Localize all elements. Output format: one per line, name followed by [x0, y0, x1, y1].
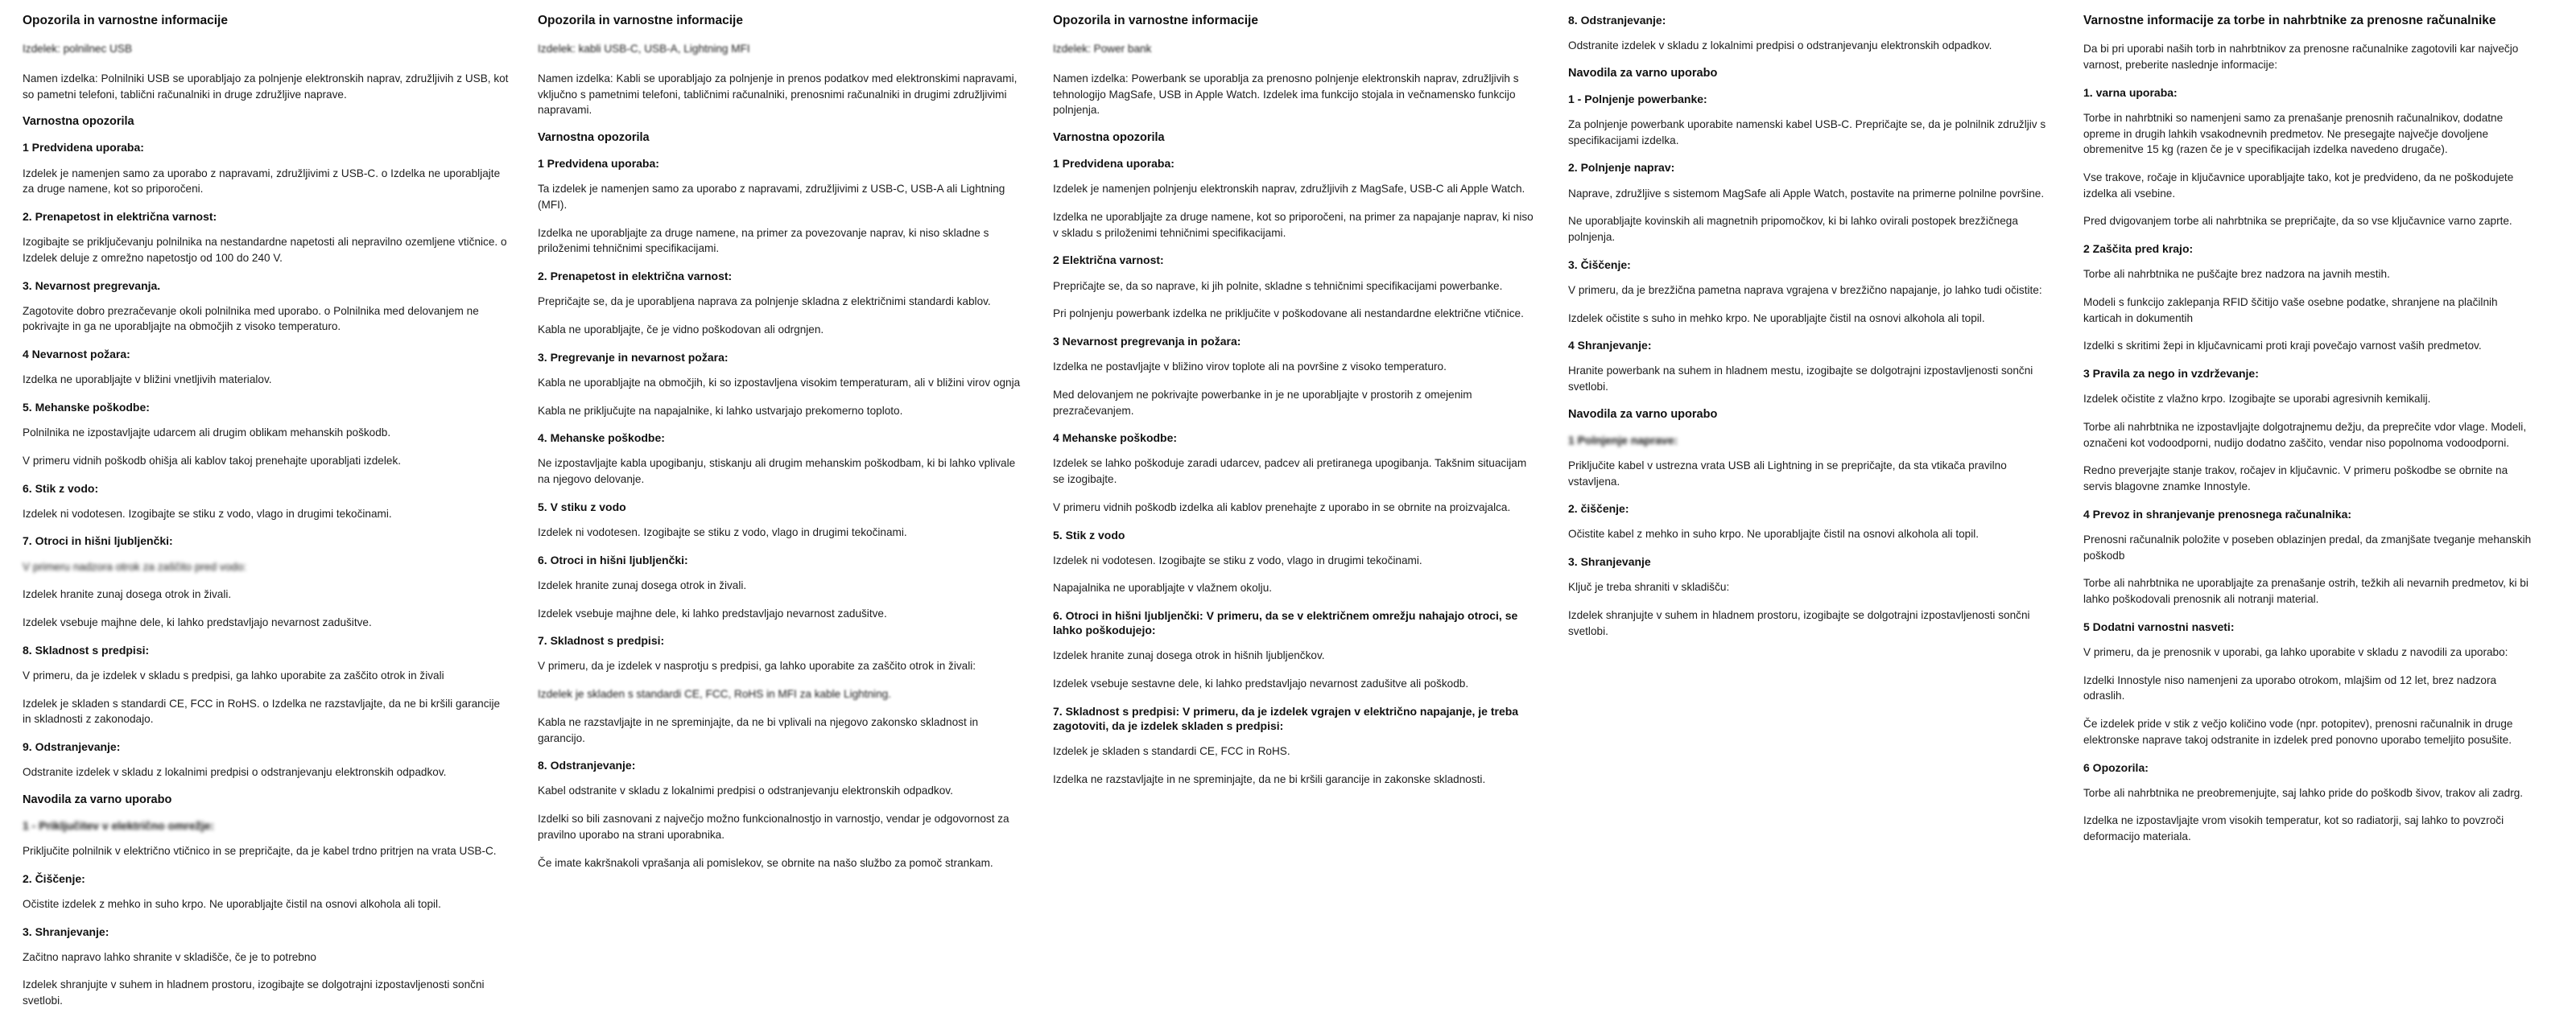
- subsection-title: Navodila za varno uporabo: [23, 793, 172, 806]
- item-title: 1 Predvidena uporaba:: [538, 157, 659, 171]
- product-line: [1053, 41, 1539, 57]
- paragraph: Modeli s funkcijo zaklepanja RFID ščitijo vaše osebne podatke, shranjene na plačilnih karticah in dokumentih: [2083, 296, 2498, 324]
- paragraph: Za polnjenje powerbank uporabite namenski kabel USB-C. Prepričajte se, da je polnilnik združljiv s specifikacijami izdelka.: [1568, 117, 2046, 146]
- item-title: 1 Predvidena uporaba:: [23, 141, 144, 154]
- item-title: 3. Čiščenje:: [1568, 257, 1631, 271]
- paragraph: Kabla ne razstavljajte in ne spreminjajte, da ne bi vplivali na njegovo zakonsko skladnost in garancijo.: [538, 715, 979, 744]
- column-backpacks: [2069, 13, 2552, 1006]
- paragraph: Prepričajte se, da so naprave, ki jih polnite, skladne s tehničnimi specifikacijami powerbanke.: [1053, 279, 1503, 292]
- paragraph: Torbe in nahrbtniki so namenjeni samo za prenašanje prenosnih računalnikov, dodatne opreme in drugih lahkih vsakodnevnih predmetov. Ne presegajte največje dovoljene obremenitve 15 kg (razen če je v specifikacijah izdelka navedeno drugače).: [2083, 111, 2504, 156]
- item-title: 2. čiščenje:: [1568, 502, 1629, 516]
- paragraph: Če imate kakršnakoli vprašanja ali pomislekov, se obrnite na našo službo za pomoč strankam.: [538, 856, 993, 869]
- paragraph: Torbe ali nahrbtnika ne preobremenjujte, saj lahko pride do poškodb šivov, trakov ali zadrg.: [2083, 786, 2524, 799]
- paragraph: Izdelek vsebuje majhne dele, ki lahko predstavljajo nevarnost zadušitve.: [538, 607, 887, 620]
- paragraph: Torbe ali nahrbtnika ne uporabljajte za prenašanje ostrih, težkih ali nevarnih predmetov, ki bi lahko poškodovali prenosnik ali notranji material.: [2083, 577, 2529, 606]
- paragraph-redacted: [23, 559, 509, 575]
- redacted-text: V primeru nadzora otrok za zaščito pred vodo:: [23, 560, 247, 573]
- paragraph: Zagotovite dobro prezračevanje okoli polnilnika med uporabo. o Polnilnika med delovanjem ne pokrivajte in ga ne uporabljajte na območjih z visoko temperaturo.: [23, 304, 479, 333]
- paragraph: Napajalnika ne uporabljajte v vlažnem okolju.: [1053, 582, 1273, 595]
- paragraph: Izdelka ne uporabljajte za druge namene, kot so priporočeni, na primer za napajanje naprav, ki niso v skladu s priloženimi tehničnimi specifikacijami.: [1053, 210, 1534, 239]
- item-title: 3. Shranjevanje:: [23, 925, 109, 938]
- paragraph: V primeru, da je izdelek v skladu s predpisi, ga lahko uporabite za zaščito otrok in živali: [23, 669, 444, 682]
- item-title: 7. Otroci in hišni ljubljenčki:: [23, 534, 173, 548]
- item-title: 1 Predvidena uporaba:: [1053, 157, 1174, 171]
- item-title: 4 Mehanske poškodbe:: [1053, 431, 1178, 445]
- item-title: 3. Nevarnost pregrevanja.: [23, 278, 161, 292]
- paragraph: Prenosni računalnik položite v poseben oblazinjen predal, da zmanjšate tveganje mehanskih poškodb: [2083, 533, 2532, 562]
- item-title: 5 Dodatni varnostni nasveti:: [2083, 620, 2235, 633]
- paragraph: Izdelek vsebuje majhne dele, ki lahko predstavljajo nevarnost zadušitve.: [23, 616, 372, 629]
- paragraph: Ključ je treba shraniti v skladišču:: [1568, 581, 1730, 594]
- section-title: Opozorila in varnostne informacije: [1053, 14, 1258, 27]
- section-title: Opozorila in varnostne informacije: [23, 14, 228, 27]
- paragraph: Izdelek je namenjen polnjenju elektronskih naprav, združljivih z MagSafe, USB-C ali Apple Watch.: [1053, 183, 1525, 196]
- paragraph: V primeru, da je izdelek v nasprotju s predpisi, ga lahko uporabite za zaščito otrok in živali:: [538, 660, 976, 673]
- paragraph: Izdelek shranjujte v suhem in hladnem prostoru, izogibajte se dolgotrajni izpostavljenosti sončni svetlobi.: [23, 978, 485, 1007]
- section-title: Opozorila in varnostne informacije: [538, 14, 743, 27]
- paragraph: Kabel odstranite v skladu z lokalnimi predpisi o odstranjevanju elektronskih odpadkov.: [538, 785, 953, 797]
- paragraph: Izdelek se lahko poškoduje zaradi udarcev, padcev ali pretiranega upogibanja. Takšnim situacijam se izogibajte.: [1053, 457, 1527, 486]
- paragraph: Namen izdelka: Kabli se uporabljajo za polnjenje in prenos podatkov med elektronskimi napravami, vključno s pametnimi telefoni, tabličnimi računalniki, prenosnimi računalniki in drugimi združljivimi napravami.: [538, 72, 1018, 117]
- paragraph: V primeru vidnih poškodb ohišja ali kablov takoj prenehajte uporabljati izdelek.: [23, 454, 402, 467]
- paragraph: Kabla ne uporabljajte, če je vidno poškodovan ali odrgnjen.: [538, 323, 824, 336]
- item-title: 5. Stik z vodo: [1053, 528, 1125, 542]
- paragraph: Polnilnika ne izpostavljajte udarcem ali drugim oblikam mehanskih poškodb.: [23, 426, 391, 439]
- item-title-redacted: [23, 818, 509, 833]
- paragraph: V primeru vidnih poškodb izdelka ali kablov prenehajte z uporabo in se obrnite na proizvajalca.: [1053, 500, 1511, 513]
- item-title: 2. Prenapetost in električna varnost:: [538, 270, 733, 283]
- product-line: [23, 41, 509, 57]
- paragraph: Izdelek hranite zunaj dosega otrok in živali.: [23, 588, 232, 601]
- paragraph: Izdelka ne izpostavljajte vrom visokih temperatur, kot so radiatorji, saj lahko to povzroči deformacijo materiala.: [2083, 814, 2504, 843]
- item-title: 3 Pravila za nego in vzdrževanje:: [2083, 367, 2259, 381]
- paragraph: Izdelek ni vodotesen. Izogibajte se stiku z vodo, vlago in drugimi tekočinami.: [538, 526, 907, 538]
- item-title: 4 Shranjevanje:: [1568, 339, 1652, 352]
- paragraph: Izdelek hranite zunaj dosega otrok in hišnih ljubljenčkov.: [1053, 649, 1325, 662]
- paragraph: Prepričajte se, da je uporabljena naprava za polnjenje skladna z električnimi standardi kablov.: [538, 295, 991, 308]
- item-title: 8. Skladnost s predpisi:: [23, 643, 150, 657]
- paragraph: Izdelek očistite z vlažno krpo. Izogibajte se uporabi agresivnih kemikalij.: [2083, 393, 2431, 406]
- item-title: 7. Skladnost s predpisi:: [538, 634, 665, 648]
- paragraph-redacted: [538, 686, 1024, 702]
- subsection-title: Varnostna opozorila: [538, 131, 650, 145]
- item-title: 2. Čiščenje:: [23, 871, 85, 885]
- product-line-text: Izdelek: kabli USB-C, USB-A, Lightning MFI: [538, 43, 750, 56]
- item-title: 3. Pregrevanje in nevarnost požara:: [538, 350, 729, 364]
- paragraph: Izdelki so bili zasnovani z največjo možno funkcionalnostjo in varnostjo, vendar je odgovornost za pravilno uporabo na strani uporabnika.: [538, 813, 1009, 841]
- item-title: 8. Odstranjevanje:: [1568, 14, 1666, 27]
- paragraph: Izdelki s skritimi žepi in ključavnicami proti kraji povečajo varnost vaših predmetov.: [2083, 340, 2482, 352]
- column-cables: [523, 13, 1038, 1006]
- paragraph: Kabla ne priključujte na napajalnike, ki lahko ustvarjajo prekomerno toploto.: [538, 404, 903, 417]
- subsection-title: Navodila za varno uporabo: [1568, 407, 1718, 421]
- subsection-title: Varnostna opozorila: [1053, 131, 1165, 145]
- paragraph: Ta izdelek je namenjen samo za uporabo z napravami, združljivimi z USB-C, USB-A ali Lightning (MFI).: [538, 183, 1005, 211]
- item-title: 5. Mehanske poškodbe:: [23, 401, 150, 414]
- paragraph: Izdelka ne uporabljajte v bližini vnetljivih materialov.: [23, 373, 272, 386]
- paragraph: Izdelka ne postavljajte v bližino virov toplote ali na površine z visoko temperaturo.: [1053, 360, 1447, 373]
- paragraph: Izdelek ni vodotesen. Izogibajte se stiku z vodo, vlago in drugimi tekočinami.: [23, 507, 392, 520]
- item-title: 5. V stiku z vodo: [538, 500, 626, 513]
- paragraph: Izdelki Innostyle niso namenjeni za uporabo otrokom, mlajšim od 12 let, brez nadzora odraslih.: [2083, 673, 2497, 702]
- subsection-title: Navodila za varno uporabo: [1568, 66, 1718, 80]
- column-powerbank-continued: [1554, 13, 2069, 1006]
- paragraph: Izdelek je skladen s standardi CE, FCC in RoHS.: [1053, 745, 1290, 758]
- item-title: 8. Odstranjevanje:: [538, 759, 636, 772]
- paragraph: Med delovanjem ne pokrivajte powerbanke in je ne uporabljajte v prostorih z omejenim prezračevanjem.: [1053, 388, 1472, 417]
- paragraph: Izdelek hranite zunaj dosega otrok in živali.: [538, 579, 747, 591]
- paragraph: Začitno napravo lahko shranite v skladišče, če je to potrebno: [23, 950, 316, 963]
- paragraph: Odstranite izdelek v skladu z lokalnimi predpisi o odstranjevanju elektronskih odpadkov.: [23, 766, 447, 779]
- paragraph: Izdelek očistite s suho in mehko krpo. Ne uporabljajte čistil na osnovi alkohola ali topil.: [1568, 311, 1985, 324]
- paragraph: Izdelek je namenjen samo za uporabo z napravami, združljivimi z USB-C. o Izdelka ne uporabljajte za druge namene, kot so priporočeni.: [23, 167, 501, 196]
- subsection-title: Varnostna opozorila: [23, 115, 134, 129]
- product-line-text: Izdelek: Power bank: [1053, 43, 1152, 56]
- paragraph: Očistite izdelek z mehko in suho krpo. Ne uporabljajte čistil na osnovi alkohola ali topil.: [23, 897, 441, 910]
- item-title: 9. Odstranjevanje:: [23, 740, 121, 754]
- paragraph: Namen izdelka: Polnilniki USB se uporabljajo za polnjenje elektronskih naprav, združljivih z USB, kot so pametni telefoni, tablični računalniki in druge združljive naprave.: [23, 72, 509, 101]
- column-usb-charger: [8, 13, 523, 1006]
- paragraph: Naprave, združljive s sistemom MagSafe ali Apple Watch, postavite na primerne polnilne površine.: [1568, 187, 2045, 200]
- item-title: 4 Prevoz in shranjevanje prenosnega računalnika:: [2083, 507, 2352, 521]
- paragraph: Torbe ali nahrbtnika ne izpostavljajte dolgotrajnemu dežju, da preprečite vdor vlage. Modeli, označeni kot vodoodporni, nudijo dodatno zaščito, vendar niso popolnoma vodoodporni.: [2083, 421, 2527, 449]
- paragraph: Če izdelek pride v stik z večjo količino vode (npr. potopitev), prenosni računalnik in druge elektronske naprave takoj odstranite in izdelek pred ponovno uporabo temeljito posušite.: [2083, 718, 2513, 746]
- item-title: 6. Otroci in hišni ljubljenčki:: [538, 553, 688, 566]
- redacted-text: 1 Polnjenje naprave:: [1568, 433, 1678, 447]
- paragraph: Izdelek ni vodotesen. Izogibajte se stiku z vodo, vlago in drugimi tekočinami.: [1053, 554, 1422, 566]
- item-title: 7. Skladnost s predpisi: V primeru, da je izdelek vgrajen v električno napajanje, je treba zagotoviti, da je izdelek skladen s predpisi:: [1053, 704, 1519, 733]
- paragraph: Redno preverjajte stanje trakov, ročajev in ključavnic. V primeru poškodbe se obrnite na servis blagovne znamke Innostyle.: [2083, 464, 2508, 493]
- paragraph: V primeru, da je prenosnik v uporabi, ga lahko uporabite v skladu z navodili za uporabo:: [2083, 646, 2508, 659]
- paragraph: Izdelka ne razstavljajte in ne spreminjajte, da ne bi kršili garancije in zakonske skladnosti.: [1053, 772, 1486, 785]
- paragraph: Izdelka ne uporabljajte za druge namene, na primer za povezovanje naprav, ki niso skladne s priloženimi tehničnimi specifikacijami.: [538, 226, 989, 255]
- product-line: [538, 41, 1024, 57]
- paragraph: Priključite polnilnik v električno vtičnico in se prepričajte, da je kabel trdno pritrjen na vrata USB-C.: [23, 845, 497, 857]
- paragraph: Vse trakove, ročaje in ključavnice uporabljajte tako, kot je predvideno, da ne poškodujete izdelka ali vsebine.: [2083, 171, 2514, 200]
- paragraph: Izdelek vsebuje sestavne dele, ki lahko predstavljajo nevarnost zadušitve ali poškodb.: [1053, 677, 1469, 690]
- redacted-text: Izdelek je skladen s standardi CE, FCC, RoHS in MFI za kable Lightning.: [538, 688, 891, 701]
- paragraph: Kabla ne uporabljajte na območjih, ki so izpostavljena visokim temperaturam, ali v bližini virov ognja: [538, 376, 1021, 389]
- product-line-text: Izdelek: polnilnec USB: [23, 43, 133, 56]
- item-title: 2. Polnjenje naprav:: [1568, 161, 1675, 175]
- item-title: 6 Opozorila:: [2083, 760, 2149, 774]
- item-title: 4 Nevarnost požara:: [23, 348, 130, 361]
- paragraph: Ne izpostavljajte kabla upogibanju, stiskanju ali drugim mehanskim poškodbam, ki bi lahko vplivale na njegovo delovanje.: [538, 457, 1016, 486]
- item-title: 4. Mehanske poškodbe:: [538, 431, 665, 445]
- item-title: 3. Shranjevanje: [1568, 555, 1651, 569]
- item-title: 6. Otroci in hišni ljubljenčki: V primeru, da se v električnem omrežju nahajajo otroci, se lahko poškodujejo:: [1053, 609, 1518, 637]
- section-title: Varnostne informacije za torbe in nahrbtnike za prenosne računalnike: [2083, 14, 2496, 27]
- paragraph: Priključite kabel v ustrezna vrata USB ali Lightning in se prepričajte, da sta vtikača pravilno vstavljena.: [1568, 459, 2007, 488]
- paragraph: Izdelek shranjujte v suhem in hladnem prostoru, izogibajte se dolgotrajni izpostavljenosti sončni svetlobi.: [1568, 609, 2030, 637]
- paragraph: Očistite kabel z mehko in suho krpo. Ne uporabljajte čistil na osnovi alkohola ali topil.: [1568, 528, 1979, 541]
- paragraph: Pred dvigovanjem torbe ali nahrbtnika se prepričajte, da so vse ključavnice varno zaprte.: [2083, 215, 2512, 228]
- paragraph: Izogibajte se priključevanju polnilnika na nestandardne napetosti ali nepravilno ozemljene vtičnice. o Izdelek deluje z omrežno napetostjo od 100 do 240 V.: [23, 236, 507, 264]
- item-title: 2. Prenapetost in električna varnost:: [23, 209, 217, 223]
- paragraph: Odstranite izdelek v skladu z lokalnimi predpisi o odstranjevanju elektronskih odpadkov.: [1568, 39, 1992, 52]
- paragraph: Izdelek je skladen s standardi CE, FCC in RoHS. o Izdelka ne razstavljajte, da ne bi kršili garancije in skladnosti z zakonodajo.: [23, 697, 501, 726]
- redacted-text: 1 - Priključitev v električno omrežje:: [23, 818, 215, 832]
- paragraph: Ne uporabljajte kovinskih ali magnetnih pripomočkov, ki bi lahko ovirali postopek brezžičnega polnjenja.: [1568, 215, 2018, 243]
- item-title: 2 Električna varnost:: [1053, 253, 1164, 267]
- item-title-redacted: [1568, 433, 2054, 447]
- item-title: 1 - Polnjenje powerbanke:: [1568, 92, 1707, 105]
- paragraph: Hranite powerbank na suhem in hladnem mestu, izogibajte se dolgotrajni izpostavljenosti sončni svetlobi.: [1568, 364, 2033, 393]
- item-title: 2 Zaščita pred krajo:: [2083, 242, 2194, 256]
- paragraph: Pri polnjenju powerbank izdelka ne priključite v poškodovane ali nestandardne električne vtičnice.: [1053, 307, 1524, 320]
- paragraph: Da bi pri uporabi naših torb in nahrbtnikov za prenosne računalnike zagotovili kar največjo varnost, preberite naslednje informacije:: [2083, 43, 2519, 72]
- item-title: 3 Nevarnost pregrevanja in požara:: [1053, 334, 1241, 348]
- paragraph: Torbe ali nahrbtnika ne puščajte brez nadzora na javnih mestih.: [2083, 268, 2390, 281]
- paragraph: Namen izdelka: Powerbank se uporablja za prenosno polnjenje elektronskih naprav, združljivih s tehnologijo MagSafe, USB in Apple Watch. Izdelek ima funkcijo stojala in večnamensko funkcijo polnjenja.: [1053, 72, 1519, 117]
- item-title: 1. varna uporaba:: [2083, 85, 2178, 99]
- column-powerbank: [1038, 13, 1554, 1006]
- item-title: 6. Stik z vodo:: [23, 481, 99, 495]
- paragraph: V primeru, da je brezžična pametna naprava vgrajena v brezžično napajanje, jo lahko tudi očistite:: [1568, 283, 2042, 296]
